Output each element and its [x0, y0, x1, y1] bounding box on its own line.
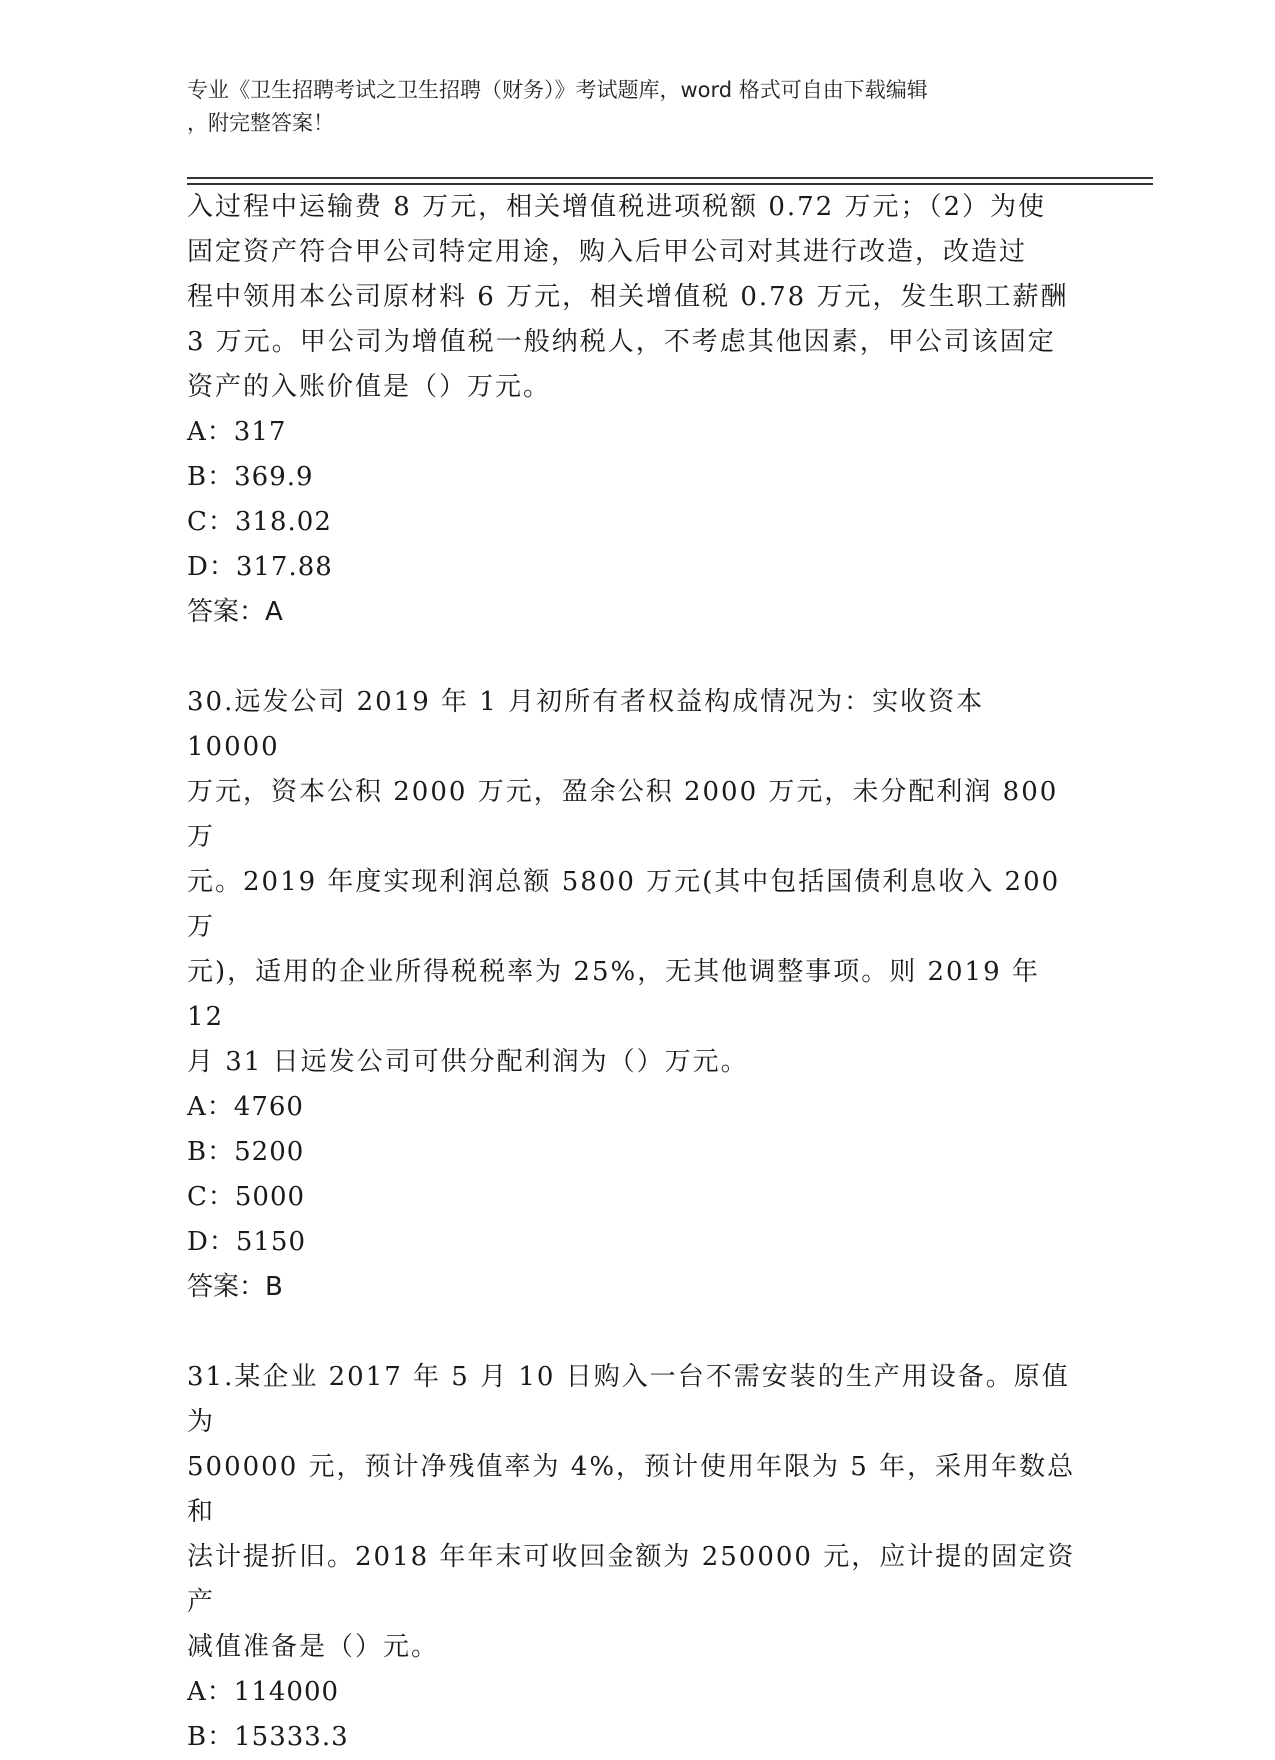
- question-text-line: 500000 元，预计净残值率为 4%，预计使用年限为 5 年，采用年数总和: [187, 1452, 1076, 1527]
- header-line-2: ，附完整答案！: [187, 111, 334, 135]
- option-d: D：317.88: [187, 552, 333, 582]
- question-text-line: 固定资产符合甲公司特定用途，购入后甲公司对其进行改造，改造过: [187, 237, 1028, 267]
- question-text-line: 月 31 日远发公司可供分配利润为（）万元。: [187, 1047, 749, 1077]
- option-b: B：369.9: [187, 462, 314, 492]
- option-b: B：5200: [187, 1137, 305, 1167]
- option-c: C：318.02: [187, 507, 332, 537]
- question-text-line: 减值准备是（）元。: [187, 1632, 440, 1662]
- option-a: A：114000: [187, 1677, 340, 1707]
- question-text-line: 万元，资本公积 2000 万元，盈余公积 2000 万元，未分配利润 800 万: [187, 777, 1059, 852]
- header-line-1: 专业《卫生招聘考试之卫生招聘（财务）》考试题库，word 格式可自由下载编辑: [187, 78, 928, 102]
- question-29: [187, 185, 1087, 635]
- question-text-line: 3 万元。甲公司为增值税一般纳税人，不考虑其他因素，甲公司该固定: [187, 327, 1056, 357]
- answer-line: 答案：A: [187, 597, 283, 627]
- question-text-line: 30.远发公司 2019 年 1 月初所有者权益构成情况为：实收资本 10000: [187, 687, 985, 762]
- option-b: B：15333.3: [187, 1722, 349, 1752]
- question-text-line: 31.某企业 2017 年 5 月 10 日购入一台不需安装的生产用设备。原值为: [187, 1362, 1070, 1437]
- option-a: A：4760: [187, 1092, 304, 1122]
- question-text-line: 元)，适用的企业所得税税率为 25%，无其他调整事项。则 2019 年 12: [187, 957, 1040, 1032]
- question-text-line: 程中领用本公司原材料 6 万元，相关增值税 0.78 万元，发生职工薪酬: [187, 282, 1069, 312]
- option-d: D：5150: [187, 1227, 307, 1257]
- option-a: A：317: [187, 417, 287, 447]
- question-text-line: 法计提折旧。2018 年年末可收回金额为 250000 元，应计提的固定资产: [187, 1542, 1076, 1617]
- document-body: [187, 185, 1087, 1760]
- question-text-line: 入过程中运输费 8 万元，相关增值税进项税额 0.72 万元；（2）为使: [187, 192, 1047, 222]
- question-text-line: 元。2019 年度实现利润总额 5800 万元(其中包括国债利息收入 200 万: [187, 867, 1061, 942]
- answer-line: 答案：B: [187, 1272, 283, 1302]
- question-30: [187, 680, 1087, 1310]
- document-header: [187, 74, 1067, 140]
- header-divider-top: [187, 177, 1153, 179]
- option-c: C：5000: [187, 1182, 306, 1212]
- question-text-line: 资产的入账价值是（）万元。: [187, 372, 552, 402]
- question-31: [187, 1355, 1087, 1760]
